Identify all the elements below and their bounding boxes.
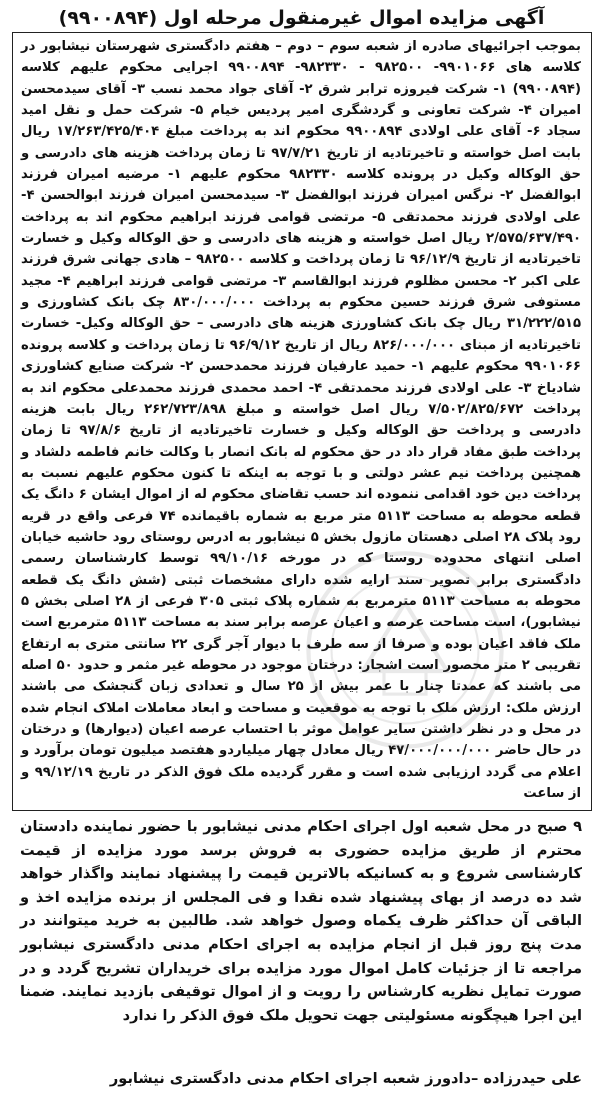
- notice-continuation: [12, 815, 592, 1065]
- notice-continuation-text: ۹ صبح در محل شعبه اول اجرای احکام مدنی نیشابور با حضور نماینده دادستان محترم از طریق مزایده حضوری به فروش برسد مورد مزایده از قیمت کارشناسی شروع و به کسانیکه بالاترین قیمت را پیشنهاد نمایند واگذار خواهد شد ده درصد از بهای پیشنهاد شده نقدا و فی المجلس از برنده مزایده اخذ و الباقی آن حداکثر ظرف یکماه وصول خواهد شد. طالبین به خرید میتوانند در مدت پنج روز قبل از انجام مزایده به اجرای احکام مدنی دادگستری نیشابور مراجعه تا از جزئیات کامل اموال مورد مزایده برای خریداران تشریح گردد و در صورت تمایل نظریه کارشناس را رویت و از اموال توقیفی بازدید نمایند. ضمنا این اجرا هیچگونه مسئولیتی جهت تحویل ملک فوق الذکر را ندارد: [20, 818, 582, 1024]
- notice-signature: علی حیدرزاده –دادورز شعبه اجرای احکام مدنی دادگستری نیشابور: [109, 1070, 582, 1087]
- notice-title: آگهی مزایده اموال غیرمنقول مرحله اول (۹۹۰۰۸۹۴): [58, 7, 545, 29]
- notice-body-frame: [12, 32, 592, 811]
- notice-body-text: بموجب اجرائیهای صادره از شعبه سوم – دوم – هفتم دادگستری شهرستان نیشابور در کلاسه های ۹۹۰۱۰۶۶- ۹۸۲۵۰۰ - ۹۸۲۳۳۰- ۹۹۰۰۸۹۴ اجرایی محکوم علیهم کلاسه (۹۹۰۰۸۹۴) ۱- شرکت فیروزه ترابر شرق ۲- آقای جواد محمد نسب ۳- آقای سیدمحسن امیران ۴- شرکت تعاونی و گردشگری امیر پردیس خیام ۵- شرکت حمل و نقل امید سجاد ۶- آقای علی اولادی ۹۹۰۰۸۹۴ محکوم اند به پرداخت مبلغ ۱۷/۲۶۳/۴۲۵/۴۰۴ ریال بابت اصل خواسته و تاخیرتادیه از تاریخ ۹۷/۷/۲۱ تا زمان پرداخت هزینه های دادرسی و حق الوکاله وکیل در پرونده کلاسه ۹۸۲۳۳۰ محکوم علیهم ۱- مرضیه امیران فرزند ابوالفضل ۲- نرگس امیران فرزند ابوالفضل ۳- سیدمحسن امیران فرزند ابوالحسن ۴- علی اولادی فرزند محمدتقی ۵- مرتضی قوامی فرزند ابراهیم محکوم اند به پرداخت ۲/۵۷۵/۶۳۷/۴۹۰ ریال اصل خواسته و هزینه های دادرسی و حق الوکاله وکیل و خسارت تاخیرتادیه از تاریخ ۹۶/۱۲/۹ تا زمان پرداخت و کلاسه ۹۸۲۵۰۰ – هادی جهانی شرق فرزند علی اکبر ۲- محسن مظلوم فرزند ابوالقاسم ۳- مرتضی قوامی فرزند ابراهیم ۴- مجید مستوفی شرق فرزند حسین محکوم به پرداخت ۸۳۰/۰۰۰/۰۰۰ چک بانک کشاورزی و ۳۱/۲۲۲/۵۱۵ ریال چک بانک کشاورزی هزینه های دادرسی – حق الوکاله وکیل- خسارت تاخیرتادیه از مبنای ۸۲۶/۰۰۰/۰۰۰ ریال از تاریخ ۹۶/۹/۱۲ تا زمان پرداخت و کلاسه پرونده ۹۹۰۱۰۶۶ محکوم علیهم ۱- حمید عارفیان فرزند محمدحسن ۲- شرکت صنایع کشاورزی شادیاخ ۳- علی اولادی فرزند محمدتقی ۴- احمد محمدی فرزند محمدعلی محکوم اند به پرداخت ۷/۵۰۲/۸۲۵/۶۷۲ ریال اصل خواسته و مبلغ ۲۶۲/۷۲۳/۸۹۸ ریال بابت هزینه دادرسی و پرداخت حق الوکاله وکیل و خسارت تاخیرتادیه از تاریخ ۹۷/۸/۶ تا زمان پرداخت طبق مفاد قرار داد در حق محکوم له بانک انصار با وکالت خانم فاطمه دلشاد و همچنین پرداخت نیم عشر دولتی و با توجه به اینکه تا کنون محکوم علیهم نسبت به پرداخت دین خود اقدامی ننموده اند حسب تقاضای محکوم له از اموال ایشان ۶ دانگ یک قطعه محوطه به مساحت ۵۱۱۳ متر مربع به شماره باقیمانده ۷۴ فرعی واقع در قریه رود پلاک ۲۸ اصلی دهستان مازول بخش ۵ نیشابور به ادرس روستای رود حاشیه خیابان اصلی انتهای محدوده روستا که در مورخه ۹۹/۱۰/۱۶ توسط کارشناسان رسمی دادگستری برابر تصویر سند ارایه شده دارای مشخصات ثبتی (شش دانگ یک قطعه محوطه به مساحت ۵۱۱۳ مترمربع به شماره پلاک ثبتی ۳۰۵ فرعی از ۲۸ اصلی بخش ۵ نیشابور)، است مساحت عرصه و اعیان عرصه برابر سند به مساحت ۵۱۱۳ مترمربع است ملک فاقد اعیان بوده و صرفا از سه طرف با دیوار آجر گری ۲۲ سانتی متری به ارتفاع تقریبی ۲ متر محصور است اشجار: درختان موجود در محوطه غیر مثمر و حدود ۵۰ اصله می باشند که عمدتا چنار با عمر بیش از ۲۵ سال و تعدادی زبان گنجشک می باشند ارزش ملک: ارزش ملک با توجه به موقعیت و مساحت و ابعاد معاملات املاک انجام شده در محل و در نظر داشتن سایر عوامل موثر با احتساب عرصه اعیان (دیوارها) و درختان در حال حاضر ۴۷/۰۰۰/۰۰۰/۰۰۰ ریال معادل چهار میلیاردو هفتصد میلیون تومان برآورد و اعلام می گردد ارزیابی شده است و مقرر گردیده ملک فوق الذکر در تاریخ ۹۹/۱۲/۱۹ و از ساعت: [21, 39, 582, 802]
